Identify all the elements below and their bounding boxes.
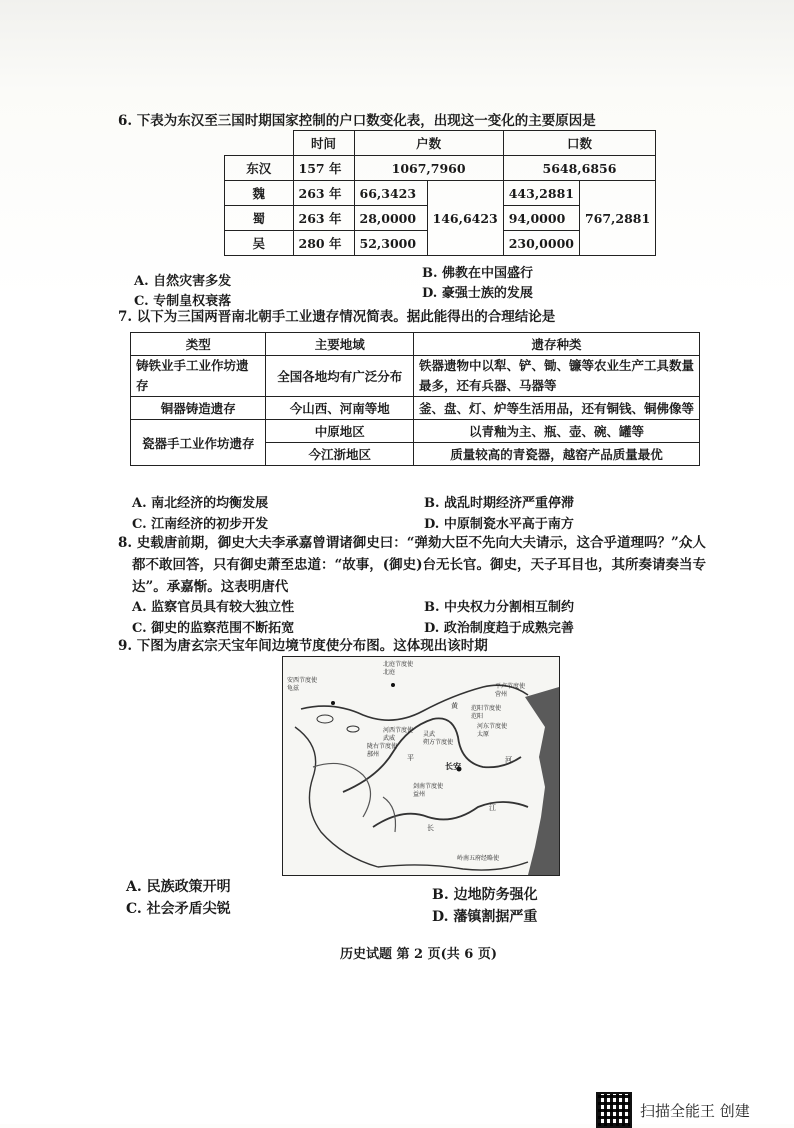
q8-option-c: C. 御史的监察范围不断拓宽 [132, 621, 295, 636]
q8-option-a: A. 监察官员具有较大独立性 [132, 600, 295, 615]
label-river-chang: 长 [427, 824, 434, 832]
label-longyou-city: 鄯州 [367, 751, 380, 758]
mountain-range-2 [383, 797, 396, 832]
q7-r3-kind: 以青釉为主、瓶、壶、碗、罐等 [413, 420, 699, 443]
label-shuofang-city: 灵武 [423, 731, 436, 738]
label-pinglu-city: 营州 [495, 691, 508, 698]
west-border [295, 727, 378, 867]
q8-line3: 达”。承嘉惭。这表明唐代 [132, 579, 289, 595]
q7-option-a: A. 南北经济的均衡发展 [132, 496, 269, 511]
south-coast [378, 862, 528, 870]
q7-r4-region: 今江浙地区 [266, 443, 414, 466]
q9-option-d: D. 藩镇割据严重 [432, 909, 538, 925]
q6-wei-kou: 443,2881 [503, 181, 579, 206]
q7-stem: 7. 以下为三国两晋南北朝手工业遗存情况简表。据此能得出的合理结论是 [118, 309, 556, 325]
q6-wei-year: 263 年 [293, 181, 354, 206]
label-changan: 长安 [445, 761, 461, 771]
label-lingnan: 岭南五府经略使 [457, 855, 500, 862]
q7-option-c: C. 江南经济的初步开发 [132, 517, 269, 532]
label-anxi: 安西节度使 [287, 677, 318, 684]
q7-option-b: B. 战乱时期经济严重停滞 [424, 496, 575, 511]
q9-option-c: C. 社会矛盾尖锐 [126, 901, 231, 917]
q8-line1: 8. 史载唐前期，御史大夫李承嘉曾谓诸御史曰：“弹劾大臣不先向大夫请示，这合乎道理吗？”众人 [118, 535, 706, 551]
yangtze-river [373, 802, 528, 827]
q7-option-d: D. 中原制瓷水平高于南方 [424, 517, 574, 532]
q7-r3-region: 中原地区 [266, 420, 414, 443]
label-beiting-city: 北庭 [383, 669, 396, 676]
q9-option-b: B. 边地防务强化 [432, 887, 538, 903]
q7-header-region: 主要地域 [266, 333, 414, 356]
qr-code-icon [596, 1092, 632, 1128]
q6-header-kou: 口数 [503, 131, 655, 156]
q9-option-a: A. 民族政策开明 [126, 879, 231, 895]
q6-shu-name: 蜀 [225, 206, 294, 231]
tang-jiedushi-map [282, 656, 560, 876]
q6-wu-name: 吴 [225, 231, 294, 256]
label-fanyang-city: 范阳 [471, 713, 484, 720]
anxi-dot [331, 701, 335, 705]
q6-wu-year: 280 年 [293, 231, 354, 256]
q6-wei-hu: 66,3423 [354, 181, 427, 206]
q6-dh-kou: 5648,6856 [503, 156, 655, 181]
label-river-he: 河 [505, 756, 512, 764]
q6-dh-name: 东汉 [225, 156, 294, 181]
q6-shu-kou: 94,0000 [503, 206, 579, 231]
q6-option-d: D. 豪强士族的发展 [422, 286, 533, 301]
q6-shu-year: 263 年 [293, 206, 354, 231]
q7-header-kind: 遗存种类 [413, 333, 699, 356]
q6-kou-total: 767,2881 [579, 181, 655, 256]
q6-header-time: 时间 [293, 131, 354, 156]
q7-table [130, 332, 700, 466]
q7-r1-kind: 铁器遗物中以犁、铲、锄、镰等农业生产工具数量最多，还有兵器、马器等 [413, 356, 699, 397]
sea-area [525, 687, 559, 875]
q7-r3-type: 瓷器手工业作坊遗存 [131, 420, 266, 466]
q8-option-d: D. 政治制度趋于成熟完善 [424, 621, 574, 636]
beiting-dot [391, 683, 395, 687]
label-jiannan-city: 益州 [413, 791, 426, 798]
q7-r2-type: 铜器铸造遗存 [131, 397, 266, 420]
lake-2 [347, 726, 359, 732]
q7-header-type: 类型 [131, 333, 266, 356]
q6-wu-hu: 52,3000 [354, 231, 427, 256]
q9-stem: 9. 下图为唐玄宗天宝年间边境节度使分布图。这体现出该时期 [118, 638, 488, 654]
q6-option-b: B. 佛教在中国盛行 [422, 266, 534, 281]
label-hexi: 河西节度使 [383, 727, 414, 734]
q6-wei-name: 魏 [225, 181, 294, 206]
label-xining: 平 [407, 754, 414, 762]
q6-header-hu: 户数 [354, 131, 503, 156]
label-beiting: 北庭节度使 [383, 661, 414, 668]
label-pinglu: 平卢节度使 [495, 683, 526, 690]
label-hexi-city: 武威 [383, 735, 396, 742]
page-footer: 历史试题 第 2 页(共 6 页) [340, 947, 498, 962]
q6-option-c: C. 专制皇权衰落 [134, 294, 232, 309]
q6-dh-year: 157 年 [293, 156, 354, 181]
q6-hu-total: 146,6423 [427, 181, 503, 256]
q7-r1-region: 全国各地均有广泛分布 [266, 356, 414, 397]
label-river-huang: 黄 [451, 702, 458, 710]
q6-table [224, 130, 656, 256]
q6-wu-kou: 230,0000 [503, 231, 579, 256]
label-jiannan: 剑南节度使 [413, 783, 444, 790]
label-hedong: 河东节度使 [477, 723, 508, 730]
q6-shu-hu: 28,0000 [354, 206, 427, 231]
q6-stem: 6. 下表为东汉至三国时期国家控制的户口数变化表，出现这一变化的主要原因是 [118, 113, 596, 129]
label-longyou: 陇右节度使 [367, 743, 398, 750]
q7-r2-kind: 釜、盘、灯、炉等生活用品，还有铜钱、铜佛像等 [413, 397, 699, 420]
q6-option-a: A. 自然灾害多发 [134, 274, 232, 289]
q8-line2: 都不敢回答，只有御史萧至忠道：“故事，(御史)台无长官。御史，天子耳目也，其所奏请奏当专 [132, 557, 707, 573]
q8-option-b: B. 中央权力分割相互制约 [424, 600, 575, 615]
scanner-label: 扫描全能王 创建 [640, 1101, 750, 1120]
label-shuofang: 朔方节度使 [423, 739, 454, 746]
lake [317, 715, 333, 723]
label-anxi-city: 龟兹 [287, 685, 300, 692]
label-river-jiang: 江 [489, 804, 496, 812]
q6-dh-hu: 1067,7960 [354, 156, 503, 181]
q7-r2-region: 今山西、河南等地 [266, 397, 414, 420]
label-hedong-city: 太原 [477, 731, 490, 738]
q7-r4-kind: 质量较高的青瓷器，越窑产品质量最优 [413, 443, 699, 466]
scanner-watermark [596, 1092, 750, 1128]
mountain-range [313, 763, 371, 817]
q7-r1-type: 铸铁业手工业作坊遗存 [131, 356, 266, 397]
label-fanyang: 范阳节度使 [471, 705, 502, 712]
